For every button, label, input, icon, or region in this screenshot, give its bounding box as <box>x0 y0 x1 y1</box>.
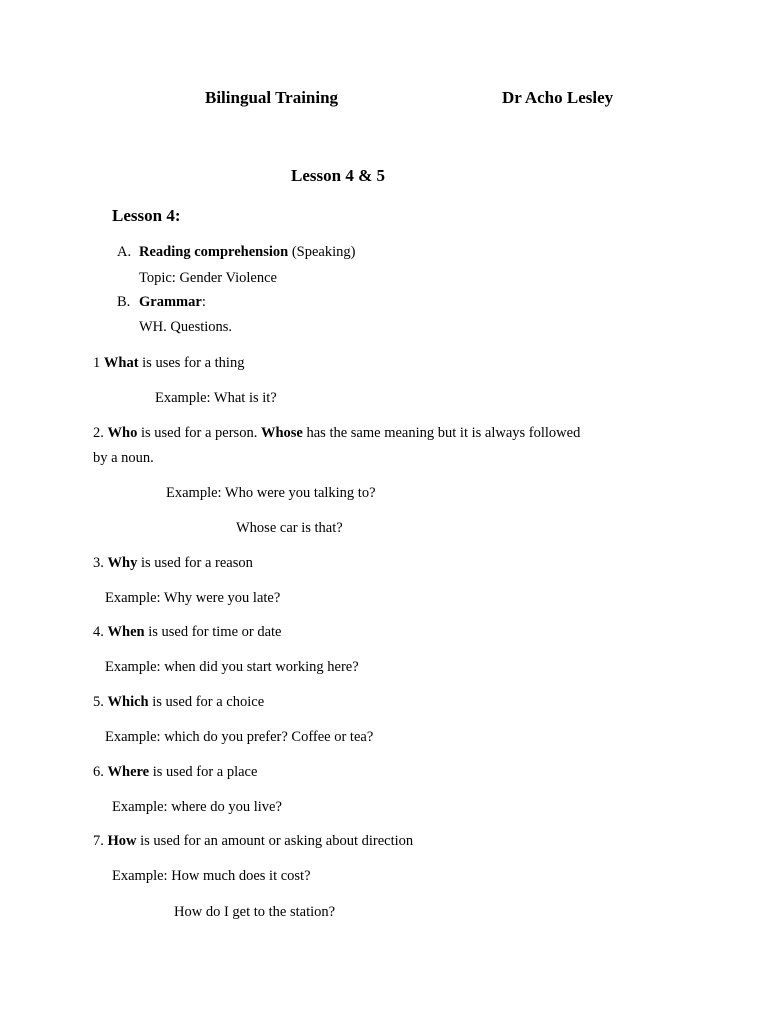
wh-who-desc: is used for a person. <box>137 425 261 441</box>
wh-why-desc: is used for a reason <box>137 555 253 571</box>
wh-who-word: Who <box>107 425 138 441</box>
wh-how-word: How <box>107 833 137 849</box>
wh-how-line <box>93 832 413 850</box>
wh-where-example: Example: where do you live? <box>112 799 282 815</box>
wh-what-line <box>93 354 244 372</box>
item-b-rest: : <box>201 294 206 310</box>
wh-when-example: Example: when did you start working here? <box>105 659 359 675</box>
wh-who-num: 2. <box>93 425 108 441</box>
wh-who-continuation: by a noun. <box>93 450 154 466</box>
wh-which-word: Which <box>107 694 149 710</box>
lesson-title: Lesson 4 & 5 <box>291 166 385 185</box>
item-b-title: Grammar <box>139 294 202 310</box>
wh-how-example-2: How do I get to the station? <box>174 904 336 920</box>
item-a-title: Reading comprehension <box>139 244 289 260</box>
wh-where-num: 6. <box>93 764 108 780</box>
wh-who-line <box>93 424 580 442</box>
wh-which-example: Example: which do you prefer? Coffee or tea? <box>105 729 374 745</box>
wh-whose-example: Whose car is that? <box>236 520 343 536</box>
wh-when-line <box>93 623 282 641</box>
wh-what-desc: is uses for a thing <box>138 355 245 371</box>
item-a-line <box>139 243 355 261</box>
wh-where-desc: is used for a place <box>149 764 258 780</box>
item-b-line <box>139 293 206 311</box>
wh-when-word: When <box>107 624 145 640</box>
item-a-topic: Topic: Gender Violence <box>139 270 277 286</box>
wh-which-num: 5. <box>93 694 108 710</box>
item-a-rest: (Speaking) <box>288 244 356 260</box>
wh-which-line <box>93 693 264 711</box>
wh-whose-word: Whose <box>260 425 303 441</box>
wh-why-num: 3. <box>93 555 108 571</box>
header-author: Dr Acho Lesley <box>502 88 614 107</box>
header-course-title: Bilingual Training <box>205 88 339 107</box>
wh-how-desc: is used for an amount or asking about direction <box>136 833 414 849</box>
item-a-marker: A. <box>117 244 132 260</box>
wh-who-example: Example: Who were you talking to? <box>166 485 376 501</box>
wh-why-line <box>93 554 253 572</box>
wh-where-word: Where <box>107 764 150 780</box>
wh-what-word: What <box>103 355 139 371</box>
item-b-marker: B. <box>117 294 131 310</box>
wh-what-example: Example: What is it? <box>155 390 277 406</box>
item-b-sub: WH. Questions. <box>139 319 233 335</box>
wh-why-word: Why <box>107 555 138 571</box>
wh-why-example: Example: Why were you late? <box>105 590 281 606</box>
wh-how-num: 7. <box>93 833 108 849</box>
wh-when-desc: is used for time or date <box>144 624 282 640</box>
wh-when-num: 4. <box>93 624 108 640</box>
wh-where-line <box>93 763 257 781</box>
wh-which-desc: is used for a choice <box>148 694 265 710</box>
wh-how-example: Example: How much does it cost? <box>112 868 311 884</box>
wh-whose-desc: has the same meaning but it is always followed <box>302 425 581 441</box>
wh-what-num: 1 <box>93 355 104 371</box>
lesson4-heading: Lesson 4: <box>112 206 181 225</box>
